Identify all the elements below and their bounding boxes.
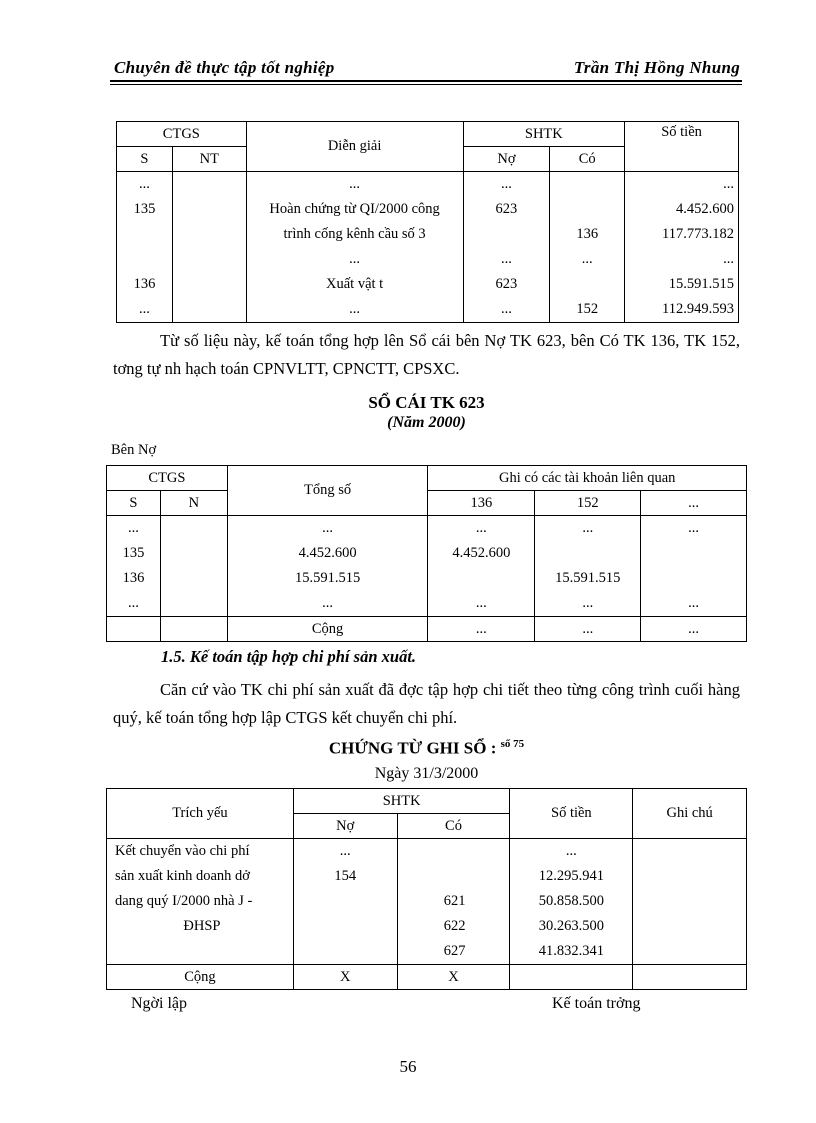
t1-no-4: 623 [495,276,518,292]
t1-dg-0: ... [349,176,361,192]
t2-c-0: ... [688,520,700,536]
section-heading: 1.5. Kế toán tập hợp chi phí sản xuất. [161,647,417,666]
t2-a-3: ... [475,595,487,611]
t1-dg-4: Xuất vật t [326,276,384,292]
t3-ty-1: sản xuất kinh doanh dở [115,868,250,884]
t1-no-3: ... [500,251,512,267]
header-left: Chuyên đề thực tập tốt nghiệp [114,58,335,77]
t1-s-4: 136 [133,276,156,292]
t1-dg-5: ... [349,301,361,317]
paragraph-1: Từ số liệu này, kế toán tổng hợp lên Sổ cái bên Nợ TK 623, bên Có TK 136, TK 152, tơng tự nh hạch toán CPNVLTT, CPNCTT, CPSXC. [113,331,740,378]
t2-b-3: ... [582,595,594,611]
t3-co-1 [402,864,506,889]
t3-tien-3: 30.263.500 [538,918,604,934]
t1-co-1 [554,197,620,222]
t1-tien-1: 4.452.600 [676,201,734,217]
t2-tong-2: 15.591.515 [294,570,361,586]
t1-co-4 [554,272,620,297]
ledger-subtitle: (Năm 2000) [387,414,466,431]
t1-s-1: 135 [133,201,156,217]
h-diengiai: Diễn giải [246,122,463,172]
t1-s-5: ... [139,301,150,317]
h3-shtk: SHTK [293,789,510,814]
t3-tien-2: 50.858.500 [538,893,604,909]
t3-co-2: 621 [443,893,466,909]
header-rule [110,80,742,82]
header-rule-thin [110,84,742,85]
t1-tien-2: 117.773.182 [662,226,734,242]
t3-ty-3: ĐHSP [183,918,221,934]
h3-no: Nợ [293,814,397,839]
signature-accountant: Kế toán trởng [552,995,641,1012]
t1-tien-5: 112.949.593 [662,301,734,317]
t1-co-2: 136 [576,226,599,242]
h-nt: NT [172,147,246,172]
t2-total-b: ... [535,617,641,642]
t3-ty-4 [115,939,289,964]
ledger-table [106,465,747,642]
t1-no-1: 623 [495,201,518,217]
t1-tien-0: ... [723,176,734,192]
t1-tien-4: 15.591.515 [668,276,734,292]
t3-total-co: X [397,965,510,990]
header-right: Trần Thị Hồng Nhung [573,58,740,77]
h-s: S [117,147,173,172]
h2-dots: ... [641,491,747,516]
t3-no-2 [298,889,393,914]
t2-s-2: 136 [122,570,145,586]
t1-dg-1: Hoàn chứng từ QI/2000 công [269,201,440,217]
voucher-title-text: CHỨNG TỪ GHI SỔ : [328,738,501,758]
h3-trichyeu: Trích yếu [107,789,294,839]
h3-co: Có [397,814,510,839]
t3-no-3 [298,914,393,939]
t2-s-1: 135 [122,545,145,561]
t2-a-2 [432,566,530,591]
h-co: Có [550,147,625,172]
t2-a-0: ... [475,520,487,536]
t1-co-0 [554,172,620,197]
voucher-table [106,788,747,990]
h2-ctgs: CTGS [107,466,228,491]
t1-dg-2: trình cống kênh cầu số 3 [283,226,426,242]
t3-co-0 [402,839,506,864]
t1-co-5: 152 [576,301,599,317]
ledger-title: SỔ CÁI TK 623 [368,393,485,412]
h2-136: 136 [428,491,535,516]
t2-tong-1: 4.452.600 [298,545,357,561]
t3-no-4 [298,939,393,964]
h-no: Nợ [463,147,550,172]
h2-ghico: Ghi có các tài khoản liên quan [428,466,747,491]
h3-ghichu: Ghi chú [633,789,747,839]
t1-s-0: ... [139,176,150,192]
t3-total-label: Cộng [107,965,294,990]
t2-a-1: 4.452.600 [452,545,511,561]
t3-total-no: X [293,965,397,990]
h2-s: S [107,491,161,516]
t3-ty-0: Kết chuyển vào chi phí [115,843,250,859]
t1-no-0: ... [500,176,512,192]
voucher-number: số 75 [500,738,525,750]
t2-s-3: ... [128,595,139,611]
t3-ty-2: dang quý I/2000 nhà J - [115,893,253,909]
t2-s-0: ... [128,520,139,536]
signature-preparer: Ngời lập [131,995,188,1012]
voucher-date: Ngày 31/3/2000 [374,765,479,782]
voucher-title [113,738,740,758]
t2-total-c: ... [641,617,747,642]
h-sotien: Số tiền [625,122,739,172]
t1-co-3: ... [581,251,593,267]
t2-c-2 [645,566,742,591]
t2-total-a: ... [428,617,535,642]
debit-side-label: Bên Nợ [111,442,157,458]
t3-co-3: 622 [443,918,466,934]
t1-s-3 [121,247,168,272]
ctgs-table [116,121,739,323]
t3-no-1: 154 [334,868,357,884]
h3-sotien: Số tiền [510,789,633,839]
t2-c-3: ... [688,595,700,611]
t3-no-0: ... [339,843,351,859]
h-shtk: SHTK [463,122,625,147]
t2-c-1 [645,541,742,566]
t3-tien-4: 41.832.341 [538,943,604,959]
t3-co-4: 627 [443,943,466,959]
t2-b-1 [539,541,636,566]
h2-tongso: Tổng số [227,466,428,516]
h2-152: 152 [535,491,641,516]
h-ctgs: CTGS [117,122,247,147]
page-number: 56 [399,1057,417,1076]
t1-no-5: ... [500,301,512,317]
t1-no-2 [468,222,546,247]
paragraph-2: Căn cứ vào TK chi phí sản xuất đã đợc tập hợp chi tiết theo từng công trình cuối hàng quý, kế toán tổng hợp lập CTGS kết chuyển chi phí. [113,680,740,727]
t1-tien-3: ... [723,251,734,267]
t2-b-0: ... [582,520,594,536]
t2-b-2: 15.591.515 [555,570,621,586]
t3-tien-0: ... [565,843,577,859]
t2-tong-3: ... [322,595,334,611]
t1-dg-3: ... [349,251,361,267]
t2-total-label: Cộng [227,617,428,642]
t1-s-2 [121,222,168,247]
t3-tien-1: 12.295.941 [538,868,604,884]
h2-n: N [160,491,227,516]
t2-tong-0: ... [322,520,334,536]
